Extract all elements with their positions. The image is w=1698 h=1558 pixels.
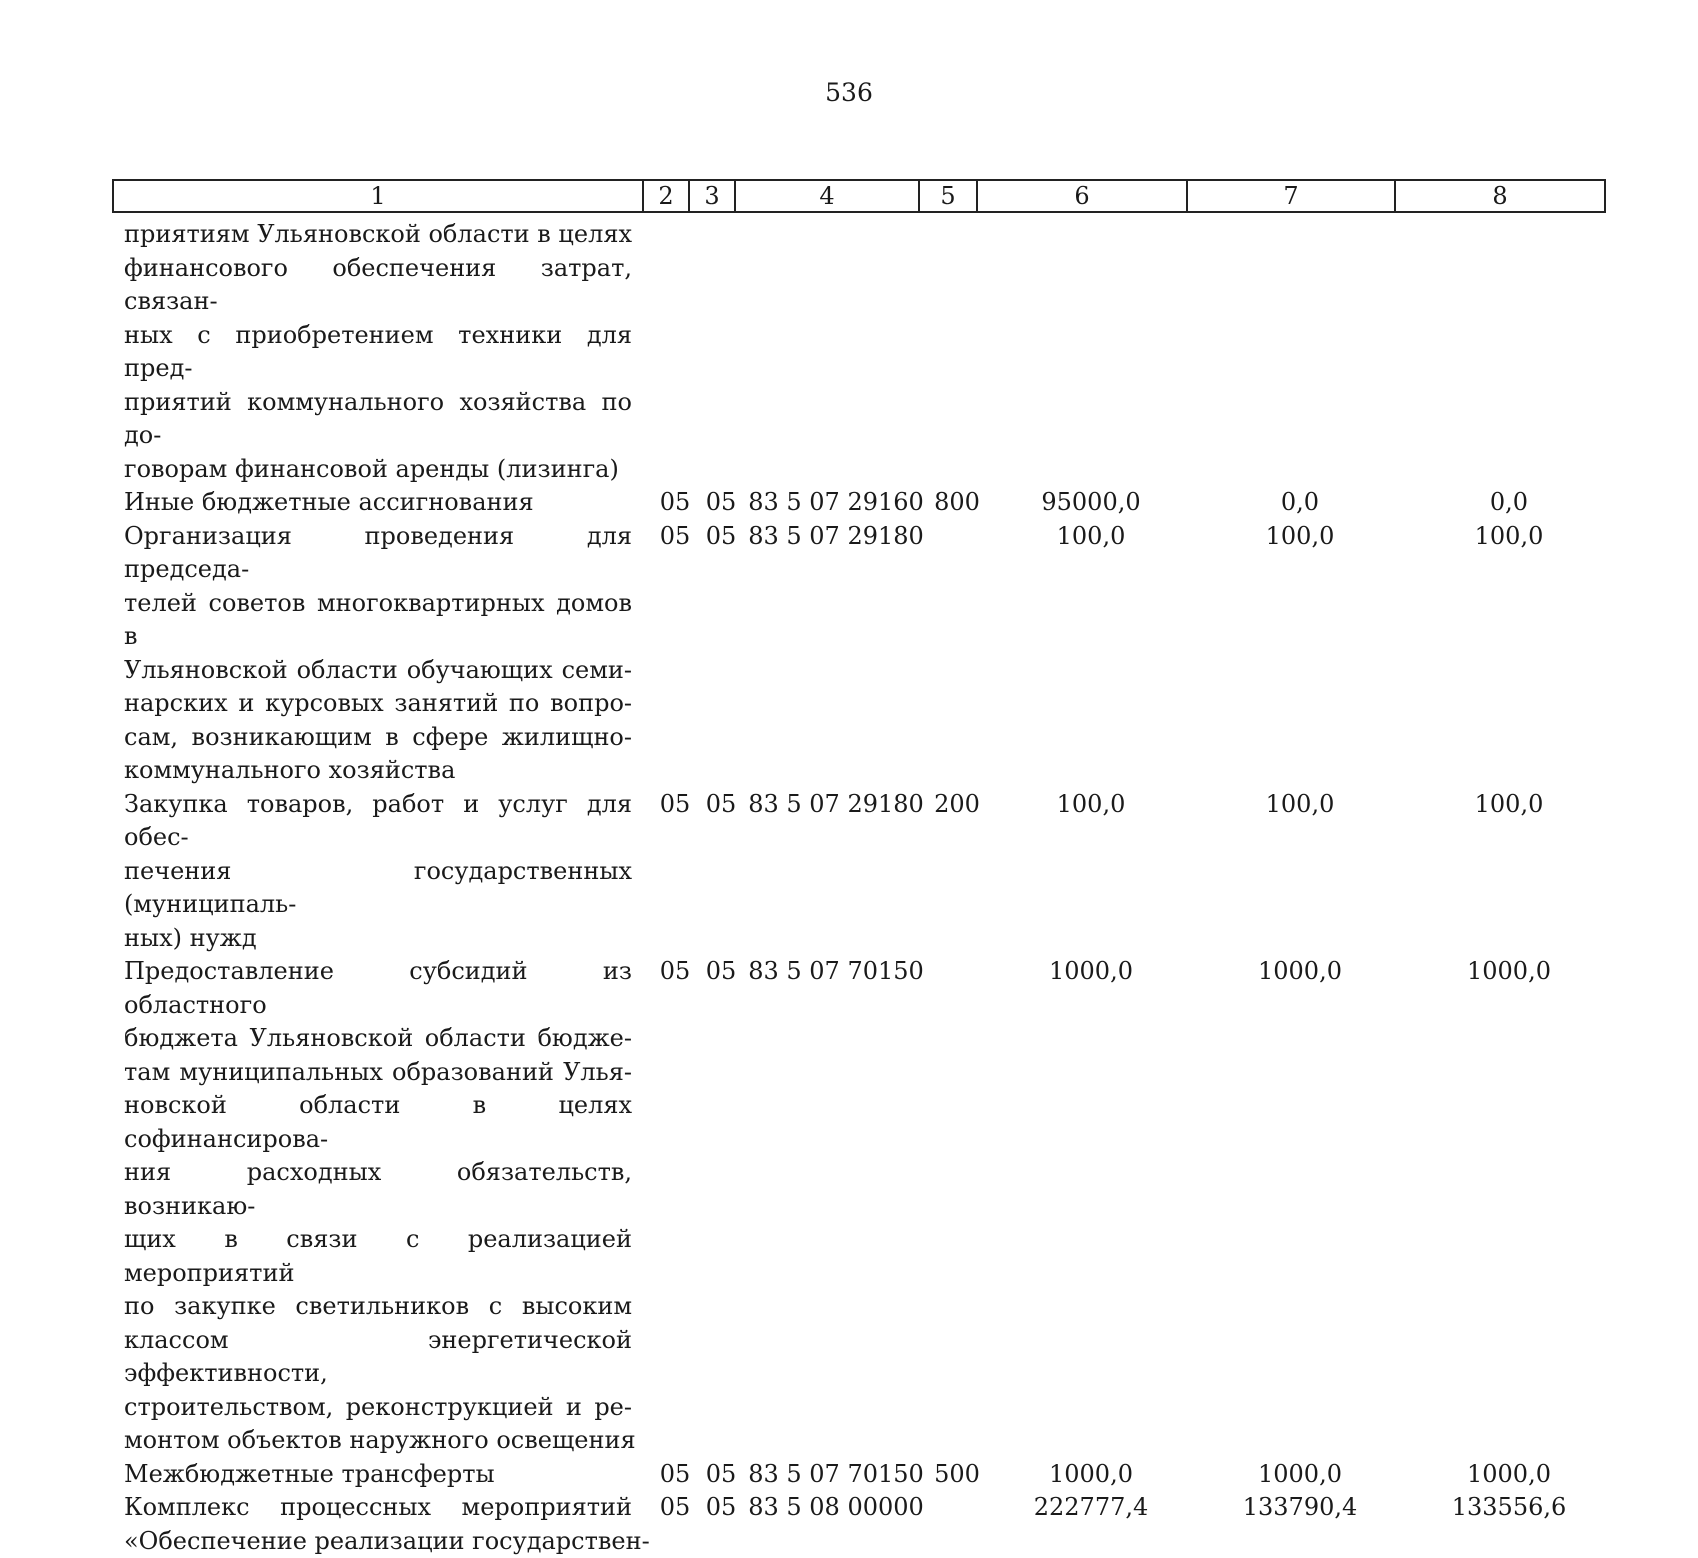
- description-line: коммунального хозяйства: [124, 754, 632, 788]
- section-code: 05: [652, 1491, 698, 1525]
- header-col-8: 8: [1395, 180, 1605, 212]
- description-line: по закупке светильников с высоким: [124, 1290, 632, 1324]
- description-line: сам, возникающим в сфере жилищно-: [124, 721, 632, 755]
- section-code: 05: [652, 788, 698, 822]
- subsection-code: 05: [698, 955, 744, 989]
- amount-col-6: 95000,0: [986, 486, 1196, 520]
- description-line: новской области в целях софинансирова-: [124, 1089, 632, 1156]
- subsection-code: 05: [698, 486, 744, 520]
- description-line: нарских и курсовых занятий по вопро-: [124, 687, 632, 721]
- row-description: [112, 218, 632, 486]
- description-line: Предоставление субсидий из областного: [124, 955, 632, 1022]
- amount-col-8: 100,0: [1404, 520, 1614, 554]
- description-line: говорам финансовой аренды (лизинга): [124, 453, 632, 487]
- description-line: приятиям Ульяновской области в целях: [124, 218, 632, 252]
- page-number: 536: [0, 78, 1698, 107]
- description-line: строительством, реконструкцией и ре-: [124, 1391, 632, 1425]
- header-col-5: 5: [919, 180, 977, 212]
- row-description: [112, 788, 632, 956]
- table-header: [112, 179, 1606, 213]
- section-code: 05: [652, 955, 698, 989]
- target-article: 83 5 07 70150: [744, 955, 928, 989]
- table-body: [112, 218, 632, 1558]
- section-code: 05: [652, 1458, 698, 1492]
- amount-col-8: 1000,0: [1404, 1458, 1614, 1492]
- amount-col-6: 1000,0: [986, 955, 1196, 989]
- section-code: 05: [652, 520, 698, 554]
- header-col-6: 6: [977, 180, 1187, 212]
- subsection-code: 05: [698, 1458, 744, 1492]
- row-description: [112, 520, 632, 788]
- subsection-code: 05: [698, 1491, 744, 1525]
- table-row: [112, 955, 632, 1458]
- header-col-1: 1: [113, 180, 643, 212]
- description-line: Ульяновской области обучающих семи-: [124, 654, 632, 688]
- header-col-2: 2: [643, 180, 689, 212]
- description-line: ния расходных обязательств, возникаю-: [124, 1156, 632, 1223]
- amount-col-6: 100,0: [986, 788, 1196, 822]
- amount-col-7: 133790,4: [1196, 1491, 1404, 1525]
- amount-col-6: 1000,0: [986, 1458, 1196, 1492]
- amount-col-7: 100,0: [1196, 788, 1404, 822]
- header-col-4: 4: [735, 180, 919, 212]
- table-row: [112, 1491, 632, 1558]
- table-row: [112, 486, 632, 520]
- description-line: Иные бюджетные ассигнования: [124, 486, 632, 520]
- target-article: 83 5 07 70150: [744, 1458, 928, 1492]
- subsection-code: 05: [698, 520, 744, 554]
- amount-col-7: 100,0: [1196, 520, 1404, 554]
- table-row: [112, 218, 632, 486]
- description-line: Закупка товаров, работ и услуг для обес-: [124, 788, 632, 855]
- amount-col-6: 222777,4: [986, 1491, 1196, 1525]
- description-line: печения государственных (муниципаль-: [124, 855, 632, 922]
- amount-col-8: 0,0: [1404, 486, 1614, 520]
- table-row: [112, 1458, 632, 1492]
- table-row: [112, 788, 632, 956]
- amount-col-7: 0,0: [1196, 486, 1404, 520]
- amount-col-7: 1000,0: [1196, 955, 1404, 989]
- amount-col-8: 1000,0: [1404, 955, 1614, 989]
- description-line: там муниципальных образований Улья-: [124, 1056, 632, 1090]
- expense-type: 500: [928, 1458, 986, 1492]
- description-line: приятий коммунального хозяйства по до-: [124, 386, 632, 453]
- description-line: Межбюджетные трансферты: [124, 1458, 632, 1492]
- amount-col-8: 100,0: [1404, 788, 1614, 822]
- description-line: ных) нужд: [124, 922, 632, 956]
- row-description: [112, 486, 632, 520]
- description-line: финансового обеспечения затрат, связан-: [124, 252, 632, 319]
- description-line: ных с приобретением техники для пред-: [124, 319, 632, 386]
- amount-col-8: 133556,6: [1404, 1491, 1614, 1525]
- header-col-3: 3: [689, 180, 735, 212]
- description-line: классом энергетической эффективности,: [124, 1324, 632, 1391]
- description-line: монтом объектов наружного освещения: [124, 1424, 632, 1458]
- description-line: щих в связи с реализацией мероприятий: [124, 1223, 632, 1290]
- subsection-code: 05: [698, 788, 744, 822]
- description-line: «Обеспечение реализации государствен-: [124, 1525, 632, 1558]
- amount-col-7: 1000,0: [1196, 1458, 1404, 1492]
- target-article: 83 5 08 00000: [744, 1491, 928, 1525]
- row-description: [112, 955, 632, 1458]
- target-article: 83 5 07 29180: [744, 520, 928, 554]
- row-description: [112, 1491, 632, 1558]
- description-line: Организация проведения для председа-: [124, 520, 632, 587]
- target-article: 83 5 07 29160: [744, 486, 928, 520]
- table-row: [112, 520, 632, 788]
- expense-type: 200: [928, 788, 986, 822]
- target-article: 83 5 07 29180: [744, 788, 928, 822]
- description-line: телей советов многоквартирных домов в: [124, 587, 632, 654]
- description-line: Комплекс процессных мероприятий: [124, 1491, 632, 1525]
- row-description: [112, 1458, 632, 1492]
- header-col-7: 7: [1187, 180, 1395, 212]
- section-code: 05: [652, 486, 698, 520]
- amount-col-6: 100,0: [986, 520, 1196, 554]
- expense-type: 800: [928, 486, 986, 520]
- description-line: бюджета Ульяновской области бюдже-: [124, 1022, 632, 1056]
